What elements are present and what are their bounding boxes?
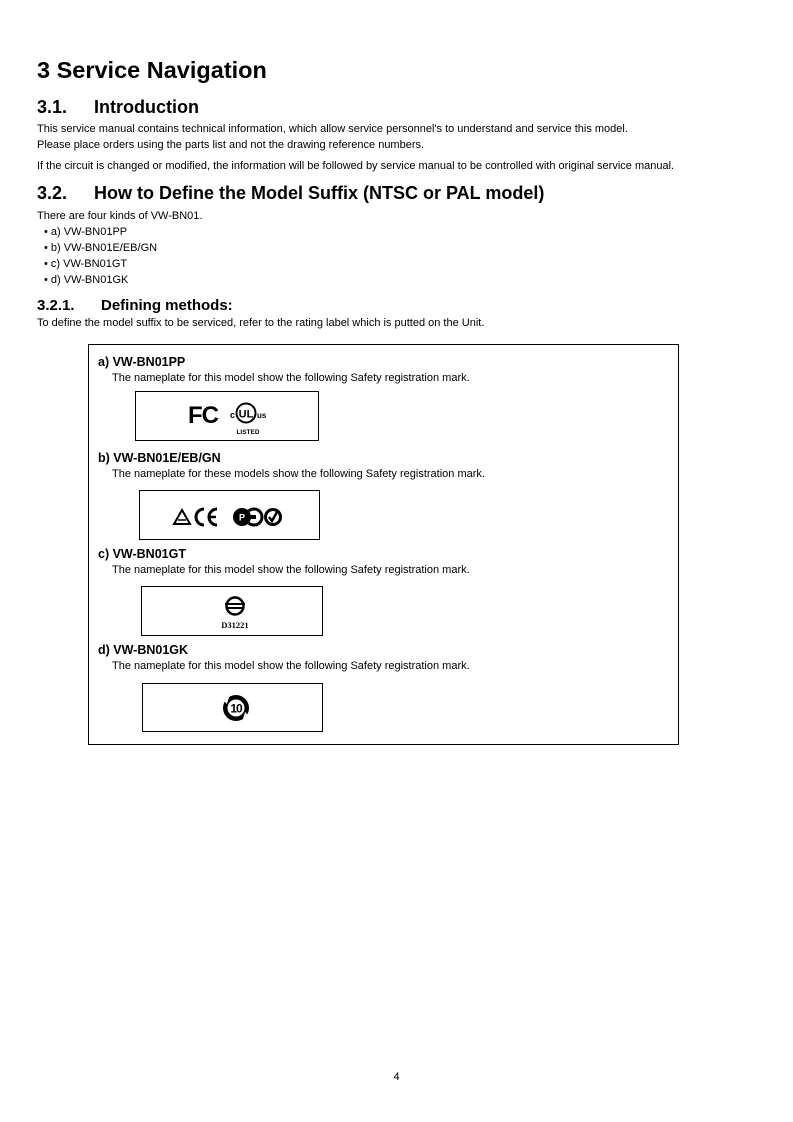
defining-heading-number: 3.2.1. [37, 297, 75, 314]
suffix-item-d: • d) VW-BN01GK [44, 274, 129, 286]
bsmi-code-text: D31221 [221, 620, 249, 630]
model-title-b: b) VW-BN01E/EB/GN [98, 451, 221, 465]
check-mark-icon [266, 510, 281, 525]
page-number: 4 [393, 1071, 400, 1083]
pct-mark-icon [233, 508, 262, 526]
suffix-item-a: • a) VW-BN01PP [44, 226, 128, 238]
model-desc-a: The nameplate for this model show the following Safety registration mark. [112, 372, 470, 384]
defining-heading [37, 297, 233, 314]
bsmi-mark-icon [142, 587, 322, 635]
nameplate-mark-box-d [142, 683, 323, 732]
suffix-lead: There are four kinds of VW-BN01. [37, 210, 203, 222]
defining-heading-title: Defining methods: [101, 297, 233, 314]
suffix-heading [37, 183, 544, 204]
bsmi-logo-icon [225, 598, 245, 615]
intro-line-3: If the circuit is changed or modified, the information will be followed by service manual to be controlled with original service manual. [37, 160, 675, 172]
intro-line-1: This service manual contains technical information, which allow service personnel's to understand and service this model. [37, 123, 628, 135]
china-rohs-10-mark-icon [143, 684, 322, 731]
intro-heading-title: Introduction [94, 97, 199, 117]
ul-c-text: c [230, 410, 236, 420]
rohs-years-text: 10 [230, 701, 242, 716]
fcc-mark-text: FC [188, 402, 218, 429]
suffix-heading-number: 3.2. [37, 183, 68, 203]
nameplate-mark-box-a [135, 391, 319, 441]
model-desc-c: The nameplate for this model show the following Safety registration mark. [112, 564, 470, 576]
ul-listed-text: LISTED [236, 429, 260, 436]
ce-mark-icon [196, 509, 217, 525]
defining-lead: To define the model suffix to be serviced, refer to the rating label which is putted on the Unit. [37, 317, 485, 329]
warning-triangle-icon [174, 510, 190, 524]
section-title: 3 Service Navigation [37, 57, 267, 83]
intro-heading-number: 3.1. [37, 97, 68, 117]
fcc-ul-listed-marks-icon [136, 392, 318, 440]
nameplate-mark-box-c [141, 586, 323, 636]
suffix-item-b: • b) VW-BN01E/EB/GN [44, 242, 158, 254]
suffix-heading-title: How to Define the Model Suffix (NTSC or PAL model) [94, 183, 545, 203]
model-desc-d: The nameplate for this model show the following Safety registration mark. [112, 660, 470, 672]
ul-us-text: us [257, 411, 267, 420]
svg-text:P: P [238, 512, 246, 523]
ul-mark-text: UL [238, 408, 254, 421]
nameplate-mark-box-b [139, 490, 320, 540]
model-title-d: d) VW-BN01GK [98, 643, 189, 657]
model-title-a: a) VW-BN01PP [98, 355, 186, 369]
suffix-item-c: • c) VW-BN01GT [44, 258, 128, 270]
model-desc-b: The nameplate for these models show the following Safety registration mark. [112, 468, 485, 480]
model-title-c: c) VW-BN01GT [98, 547, 186, 561]
intro-line-2: Please place orders using the parts list and not the drawing reference numbers. [37, 139, 425, 151]
ce-pct-marks-icon [140, 491, 319, 539]
intro-heading [37, 97, 199, 118]
